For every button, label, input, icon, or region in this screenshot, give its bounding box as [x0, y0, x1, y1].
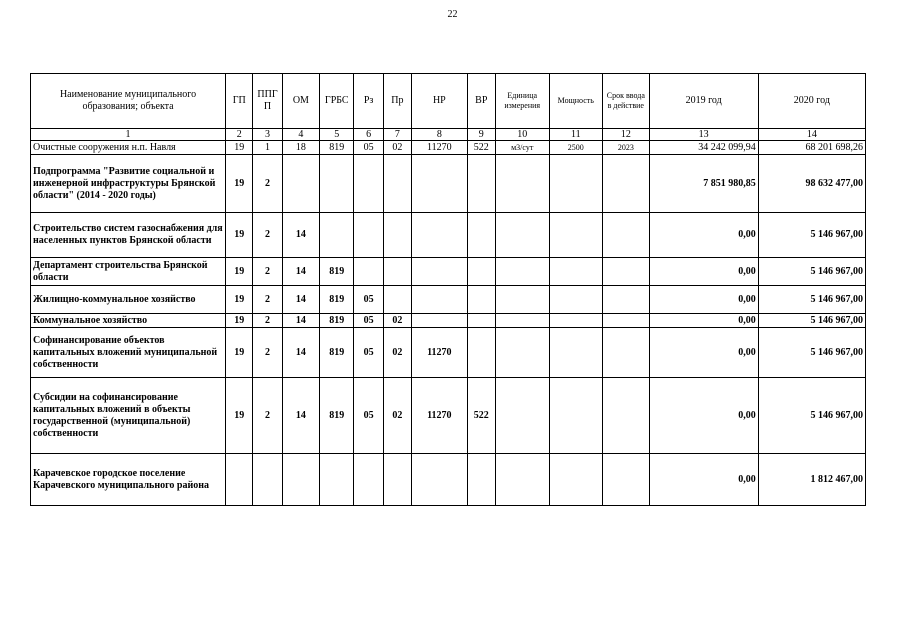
cell-term	[603, 314, 650, 328]
column-number: 7	[383, 129, 411, 141]
cell-nr: 11270	[412, 378, 468, 454]
cell-pr: 02	[383, 378, 411, 454]
table-row	[31, 258, 866, 286]
cell-unit	[495, 314, 549, 328]
cell-term	[603, 378, 650, 454]
cell-ppgp: 2	[253, 328, 282, 378]
cell-2019: 34 242 099,94	[649, 141, 758, 155]
cell-unit	[495, 286, 549, 314]
cell-2020: 5 146 967,00	[758, 286, 865, 314]
column-number: 14	[758, 129, 865, 141]
cell-nr	[412, 155, 468, 213]
cell-rz: 05	[354, 328, 383, 378]
table-row	[31, 213, 866, 258]
cell-gp: 19	[226, 378, 253, 454]
cell-nr: 11270	[412, 328, 468, 378]
cell-vr	[467, 258, 495, 286]
cell-gp: 19	[226, 155, 253, 213]
cell-grbs	[320, 454, 354, 506]
table-row	[31, 286, 866, 314]
row-name: Подпрограмма "Развитие социальной и инженерной инфраструктуры Брянской области" (2014 - 2020 годы)	[31, 155, 226, 213]
cell-rz: 05	[354, 141, 383, 155]
cell-power	[549, 286, 603, 314]
cell-2019: 0,00	[649, 286, 758, 314]
cell-unit	[495, 213, 549, 258]
cell-pr	[383, 258, 411, 286]
table-row	[31, 454, 866, 506]
column-number: 3	[253, 129, 282, 141]
column-number: 9	[467, 129, 495, 141]
cell-nr	[412, 213, 468, 258]
cell-unit	[495, 454, 549, 506]
cell-gp: 19	[226, 258, 253, 286]
cell-grbs: 819	[320, 328, 354, 378]
cell-vr	[467, 286, 495, 314]
cell-pr	[383, 213, 411, 258]
cell-term: 2023	[603, 141, 650, 155]
cell-unit	[495, 258, 549, 286]
cell-unit	[495, 155, 549, 213]
cell-power: 2500	[549, 141, 603, 155]
cell-om: 18	[282, 141, 319, 155]
cell-om: 14	[282, 328, 319, 378]
column-number: 4	[282, 129, 319, 141]
cell-term	[603, 286, 650, 314]
cell-vr: 522	[467, 141, 495, 155]
cell-power	[549, 314, 603, 328]
cell-power	[549, 378, 603, 454]
cell-term	[603, 258, 650, 286]
cell-grbs	[320, 155, 354, 213]
header-om: ОМ	[282, 74, 319, 129]
column-number: 12	[603, 129, 650, 141]
column-number: 1	[31, 129, 226, 141]
cell-vr: 522	[467, 378, 495, 454]
cell-om: 14	[282, 378, 319, 454]
cell-unit	[495, 328, 549, 378]
cell-om	[282, 155, 319, 213]
header-2019: 2019 год	[649, 74, 758, 129]
header-power: Мощность	[549, 74, 603, 129]
cell-vr	[467, 213, 495, 258]
cell-ppgp: 2	[253, 213, 282, 258]
column-number: 8	[412, 129, 468, 141]
cell-ppgp: 1	[253, 141, 282, 155]
table-row	[31, 155, 866, 213]
cell-ppgp: 2	[253, 155, 282, 213]
cell-gp	[226, 454, 253, 506]
column-number: 10	[495, 129, 549, 141]
column-number-row	[31, 129, 866, 141]
cell-pr: 02	[383, 314, 411, 328]
header-ppgp: ППГ П	[253, 74, 282, 129]
cell-vr	[467, 314, 495, 328]
cell-nr	[412, 258, 468, 286]
cell-power	[549, 155, 603, 213]
row-name: Карачевское городское поселение Карачевского муниципального района	[31, 454, 226, 506]
cell-rz	[354, 155, 383, 213]
cell-gp: 19	[226, 141, 253, 155]
cell-rz	[354, 454, 383, 506]
header-2020: 2020 год	[758, 74, 865, 129]
row-name: Софинансирование объектов капитальных вложений муниципальной собственности	[31, 328, 226, 378]
table-row	[31, 378, 866, 454]
cell-rz: 05	[354, 378, 383, 454]
header-term: Срок ввода в действие	[603, 74, 650, 129]
row-name: Очистные сооружения н.п. Навля	[31, 141, 226, 155]
cell-2020: 5 146 967,00	[758, 314, 865, 328]
row-name: Департамент строительства Брянской области	[31, 258, 226, 286]
cell-om: 14	[282, 213, 319, 258]
row-name: Коммунальное хозяйство	[31, 314, 226, 328]
table-row	[31, 141, 866, 155]
cell-2019: 0,00	[649, 258, 758, 286]
cell-grbs: 819	[320, 141, 354, 155]
cell-gp: 19	[226, 213, 253, 258]
row-name: Субсидии на софинансирование капитальных вложений в объекты государственной (муниципальной) собственности	[31, 378, 226, 454]
cell-2019: 7 851 980,85	[649, 155, 758, 213]
cell-ppgp	[253, 454, 282, 506]
header-row	[31, 74, 866, 129]
cell-nr	[412, 314, 468, 328]
cell-2020: 68 201 698,26	[758, 141, 865, 155]
cell-grbs: 819	[320, 258, 354, 286]
cell-ppgp: 2	[253, 314, 282, 328]
cell-rz	[354, 213, 383, 258]
cell-2019: 0,00	[649, 314, 758, 328]
header-name: Наименование муниципального образования; объекта	[31, 74, 226, 129]
cell-2020: 5 146 967,00	[758, 258, 865, 286]
cell-ppgp: 2	[253, 258, 282, 286]
cell-pr: 02	[383, 328, 411, 378]
header-gp: ГП	[226, 74, 253, 129]
row-name: Жилищно-коммунальное хозяйство	[31, 286, 226, 314]
cell-ppgp: 2	[253, 286, 282, 314]
cell-grbs: 819	[320, 286, 354, 314]
row-name: Строительство систем газоснабжения для населенных пунктов Брянской области	[31, 213, 226, 258]
header-nr: НР	[412, 74, 468, 129]
table-row	[31, 328, 866, 378]
cell-term	[603, 213, 650, 258]
cell-2020: 98 632 477,00	[758, 155, 865, 213]
cell-gp: 19	[226, 286, 253, 314]
cell-gp: 19	[226, 314, 253, 328]
cell-unit: м3/сут	[495, 141, 549, 155]
cell-nr: 11270	[412, 141, 468, 155]
cell-rz: 05	[354, 314, 383, 328]
cell-om: 14	[282, 286, 319, 314]
column-number: 5	[320, 129, 354, 141]
cell-term	[603, 328, 650, 378]
cell-2020: 1 812 467,00	[758, 454, 865, 506]
cell-power	[549, 213, 603, 258]
cell-power	[549, 258, 603, 286]
cell-grbs: 819	[320, 378, 354, 454]
cell-om: 14	[282, 314, 319, 328]
header-grbs: ГРБС	[320, 74, 354, 129]
cell-vr	[467, 454, 495, 506]
cell-rz	[354, 258, 383, 286]
cell-nr	[412, 454, 468, 506]
cell-pr	[383, 286, 411, 314]
cell-2019: 0,00	[649, 378, 758, 454]
cell-pr: 02	[383, 141, 411, 155]
cell-2020: 5 146 967,00	[758, 378, 865, 454]
cell-power	[549, 454, 603, 506]
column-number: 6	[354, 129, 383, 141]
cell-om	[282, 454, 319, 506]
cell-grbs	[320, 213, 354, 258]
cell-2019: 0,00	[649, 328, 758, 378]
cell-2019: 0,00	[649, 213, 758, 258]
header-unit: Единица измерения	[495, 74, 549, 129]
cell-vr	[467, 155, 495, 213]
cell-unit	[495, 378, 549, 454]
budget-table	[30, 73, 866, 506]
cell-2019: 0,00	[649, 454, 758, 506]
cell-rz: 05	[354, 286, 383, 314]
cell-grbs: 819	[320, 314, 354, 328]
cell-pr	[383, 454, 411, 506]
cell-term	[603, 155, 650, 213]
cell-2020: 5 146 967,00	[758, 213, 865, 258]
cell-om: 14	[282, 258, 319, 286]
cell-vr	[467, 328, 495, 378]
header-vr: ВР	[467, 74, 495, 129]
cell-ppgp: 2	[253, 378, 282, 454]
cell-pr	[383, 155, 411, 213]
cell-power	[549, 328, 603, 378]
column-number: 11	[549, 129, 603, 141]
header-pr: Пр	[383, 74, 411, 129]
column-number: 2	[226, 129, 253, 141]
cell-gp: 19	[226, 328, 253, 378]
cell-term	[603, 454, 650, 506]
header-rz: Рз	[354, 74, 383, 129]
table-row	[31, 314, 866, 328]
cell-nr	[412, 286, 468, 314]
column-number: 13	[649, 129, 758, 141]
page-number: 22	[447, 9, 458, 20]
cell-2020: 5 146 967,00	[758, 328, 865, 378]
